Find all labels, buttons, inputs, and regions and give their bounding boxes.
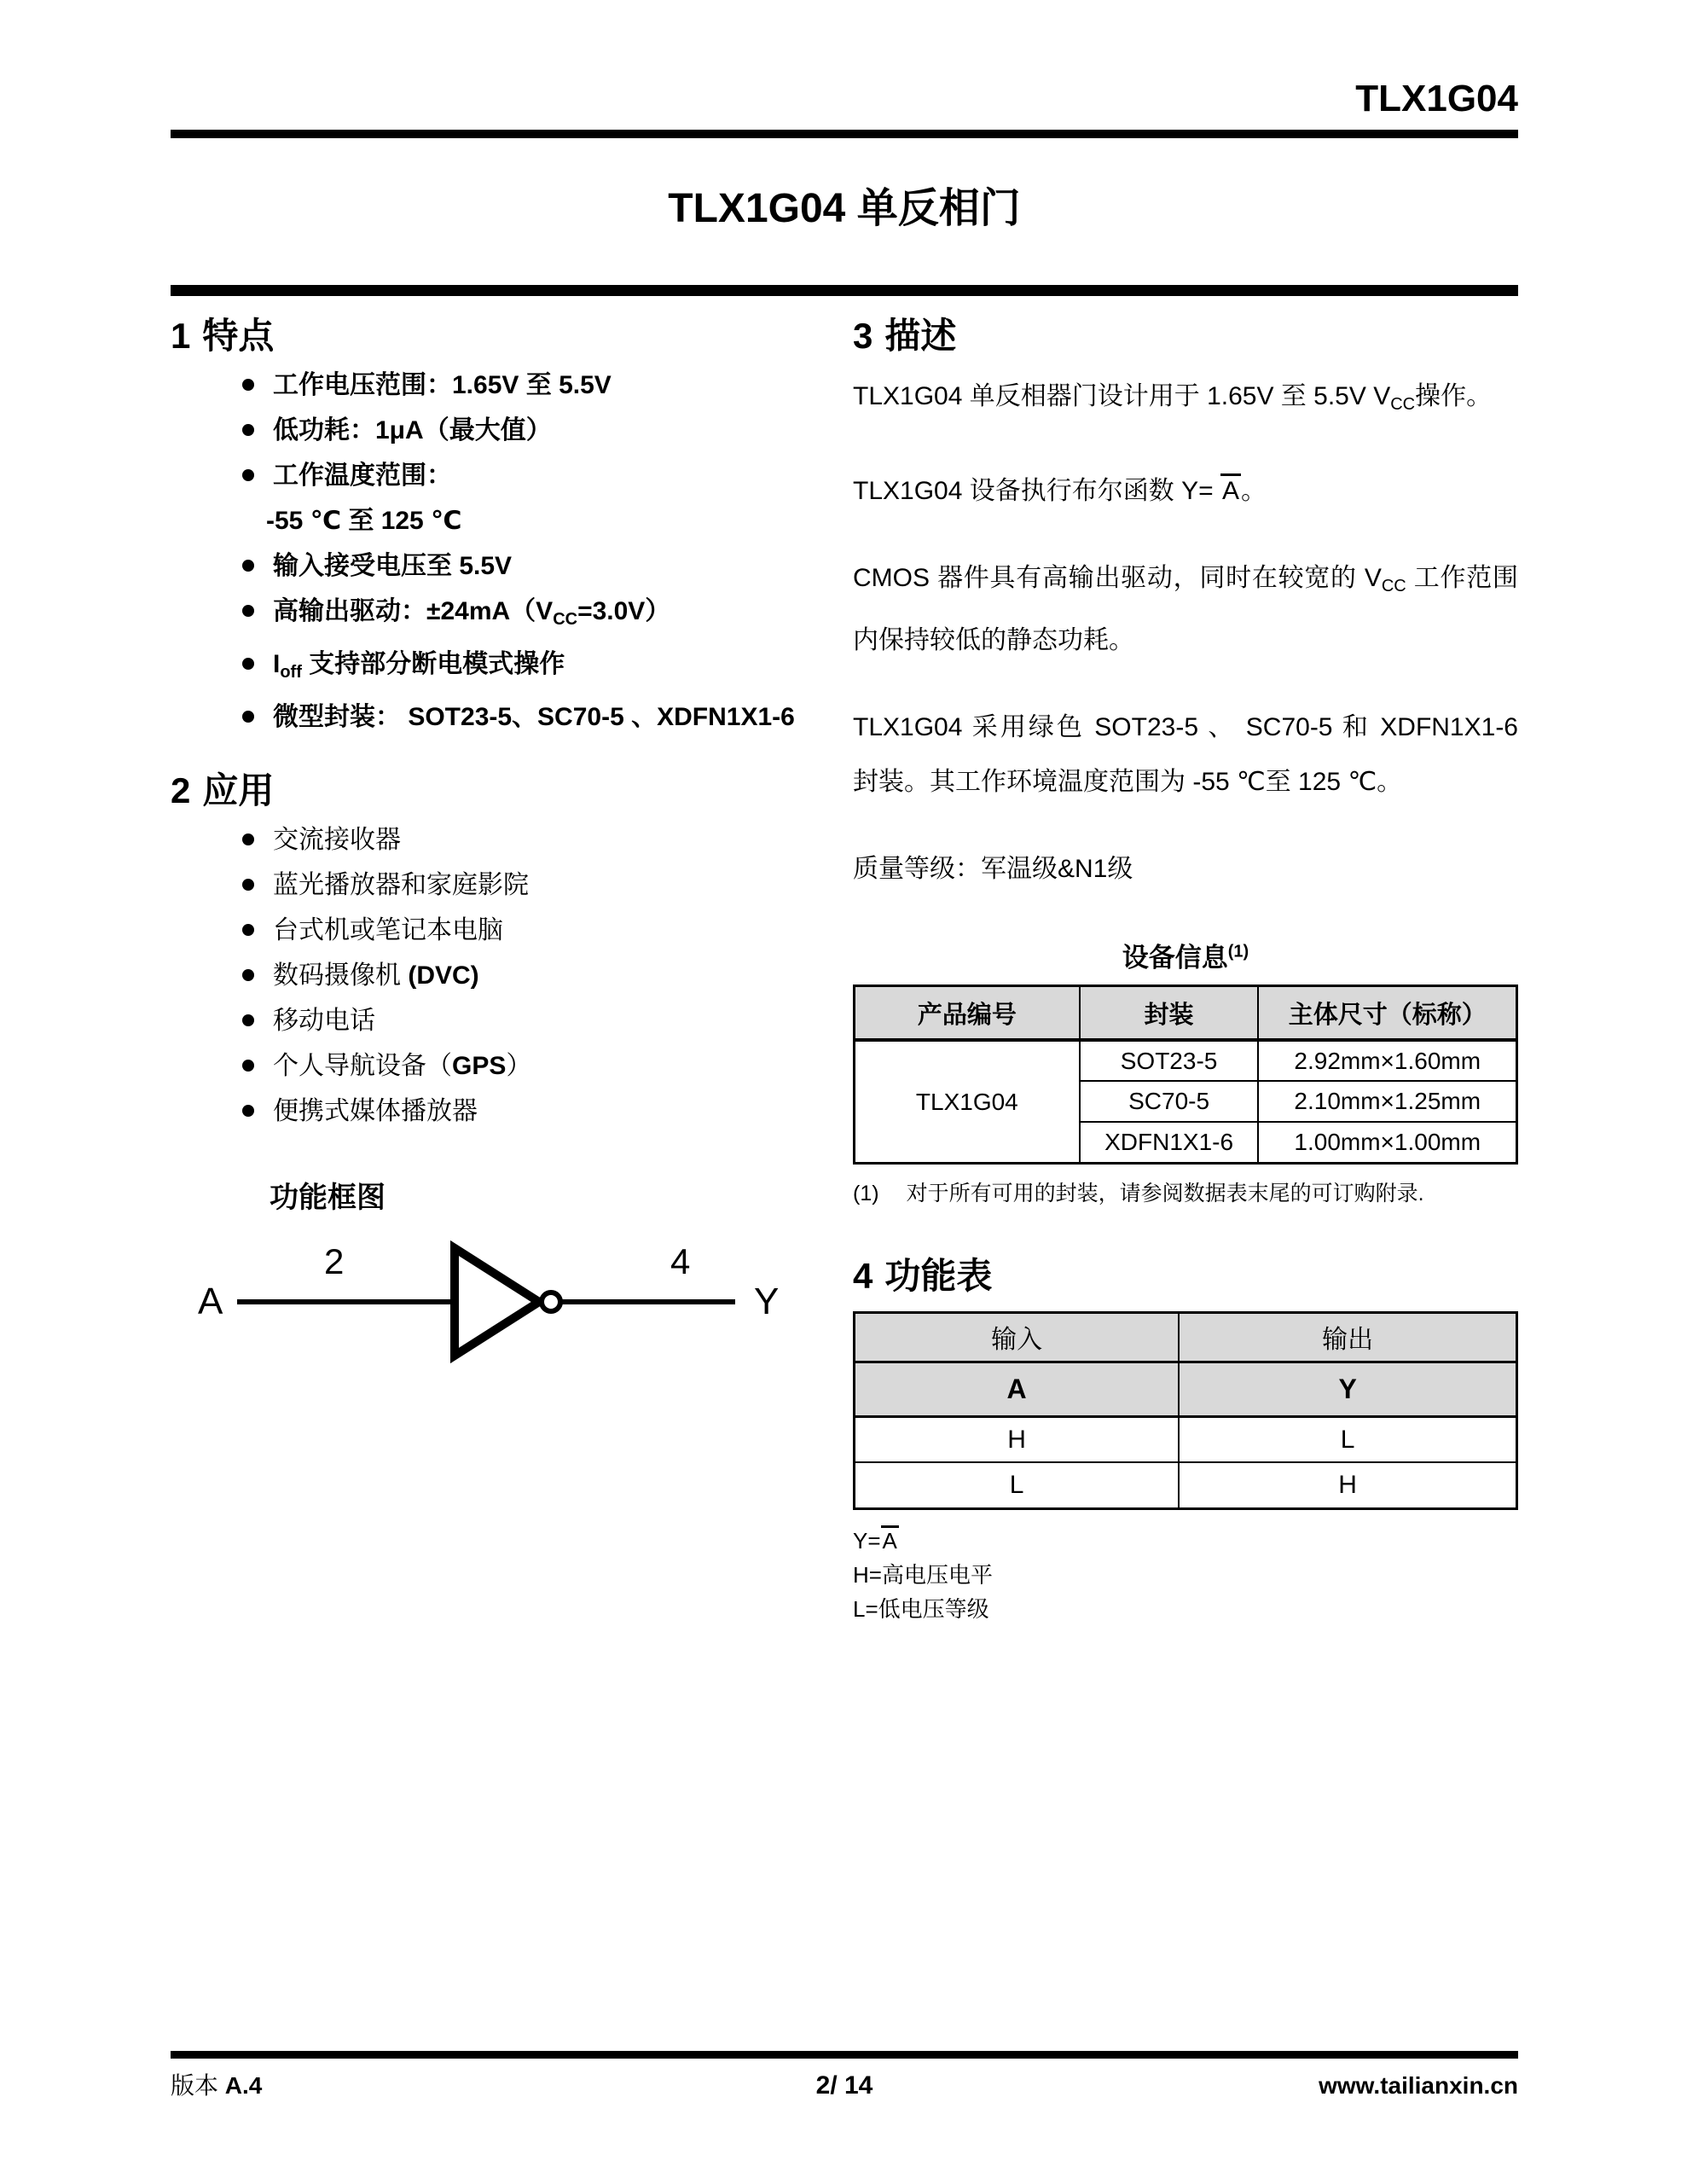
device-info-caption — [853, 936, 1518, 974]
bullet-icon — [242, 605, 254, 617]
size-cell: 2.10mm×1.25mm — [1258, 1081, 1516, 1122]
bullet-icon — [242, 1014, 254, 1026]
header-rule — [171, 130, 1518, 138]
quality-grade-line: 质量等级：军温级&N1级 — [853, 854, 1133, 883]
page-footer — [171, 2051, 1518, 2101]
bullet-icon — [242, 969, 254, 981]
website-link: www.tailianxin.cn — [1319, 2072, 1519, 2099]
right-column — [853, 317, 1518, 1626]
h-level-note: H=高电压电平 — [853, 1561, 993, 1588]
description-paragraph — [853, 551, 1518, 668]
vcc-subscript: CC — [1390, 394, 1416, 414]
list-item — [171, 462, 836, 491]
application-text: 便携式媒体播放器 — [273, 1096, 478, 1125]
package-cell: XDFN1X1-6 — [1080, 1122, 1259, 1163]
ioff-subscript: off — [280, 662, 302, 682]
diagram-input-pin: 2 — [324, 1240, 345, 1281]
description-body — [853, 369, 1518, 897]
diagram-input-label: A — [198, 1280, 223, 1322]
application-text: 台式机或笔记本电脑 — [273, 915, 503, 944]
application-text-bold: GPS — [452, 1051, 507, 1080]
function-table — [853, 1311, 1518, 1510]
page-content — [171, 0, 1518, 1626]
paragraph-text: TLX1G04 设备执行布尔函数 Y= — [853, 476, 1220, 505]
function-table-heading-number: 4 — [853, 1255, 873, 1296]
bullet-icon — [242, 658, 254, 670]
table-subheader-row — [855, 1362, 1517, 1416]
function-table-heading — [853, 1257, 1518, 1296]
diagram-output-label: Y — [754, 1280, 780, 1322]
paragraph-text: 工作范围内保持较低的静态功耗。 — [853, 563, 1518, 654]
left-column — [171, 317, 836, 1626]
application-text: ） — [506, 1051, 532, 1080]
page-number: 2/ 14 — [815, 2071, 873, 2100]
table-row — [855, 1040, 1517, 1081]
inversion-bubble-icon — [542, 1292, 560, 1311]
table-footnote — [853, 1176, 1518, 1207]
description-paragraph — [853, 464, 1518, 519]
footnote-text: 对于所有可用的封装，请参阅数据表末尾的可订购附录. — [906, 1181, 1424, 1205]
column-header: 主体尺寸（标称） — [1258, 985, 1516, 1040]
footnote-marker: (1) — [1227, 942, 1249, 961]
footnote-number: (1) — [853, 1181, 879, 1205]
features-heading-number: 1 — [171, 315, 191, 356]
application-text: 移动电话 — [273, 1006, 375, 1035]
table-header-row — [855, 985, 1517, 1040]
table-row — [855, 1416, 1517, 1462]
inverter-diagram — [171, 1223, 819, 1385]
logic-value: L — [1179, 1416, 1516, 1462]
footer-rule — [171, 2051, 1518, 2059]
equation-note — [853, 1524, 1518, 1558]
applications-heading-label: 应用 — [202, 770, 275, 810]
applications-heading — [171, 771, 836, 810]
page-title: TLX1G04 单反相门 — [668, 186, 1021, 231]
list-item — [171, 552, 836, 581]
l-level-note: L=低电压等级 — [853, 1595, 989, 1622]
applications-list — [171, 826, 836, 1126]
application-text: 蓝光播放器和家庭影院 — [273, 870, 529, 899]
function-table-notes — [853, 1524, 1518, 1626]
features-list — [171, 371, 836, 732]
package-cell: SOT23-5 — [1080, 1040, 1259, 1081]
logic-value: H — [855, 1416, 1180, 1462]
column-header: 封装 — [1080, 985, 1259, 1040]
list-item — [171, 826, 836, 855]
table-row — [855, 1462, 1517, 1508]
doc-header — [171, 0, 1518, 118]
list-item — [171, 650, 836, 687]
paragraph-text: 操作。 — [1415, 381, 1493, 410]
signal-label: A — [855, 1362, 1180, 1416]
bullet-icon — [242, 469, 254, 481]
list-item — [171, 1007, 836, 1036]
vcc-subscript: CC — [553, 609, 578, 629]
bullet-icon — [242, 711, 254, 723]
list-item — [171, 597, 836, 634]
a-overbar: A — [1220, 473, 1241, 505]
package-cell: SC70-5 — [1080, 1081, 1259, 1122]
feature-text: I — [273, 649, 281, 678]
bullet-icon — [242, 924, 254, 936]
paragraph-text: CMOS 器件具有高输出驱动，同时在较宽的 V — [853, 563, 1382, 592]
application-text-bold: (DVC) — [408, 961, 479, 990]
signal-label: Y — [1179, 1362, 1516, 1416]
application-text: 个人导航设备（ — [273, 1051, 452, 1080]
table-header-row — [855, 1312, 1517, 1362]
description-paragraph — [853, 369, 1518, 432]
bullet-icon — [242, 379, 254, 391]
logic-value: L — [855, 1462, 1180, 1508]
bullet-icon — [242, 834, 254, 845]
size-cell: 2.92mm×1.60mm — [1258, 1040, 1516, 1081]
part-number-cell: TLX1G04 — [855, 1040, 1080, 1163]
list-item — [171, 961, 836, 990]
feature-text: 输入接受电压至 5.5V — [273, 551, 513, 580]
list-item — [171, 371, 836, 400]
feature-text: 支持部分断电模式操作 — [301, 649, 565, 678]
column-header: 输出 — [1179, 1312, 1516, 1362]
equation-text: Y= — [853, 1527, 881, 1554]
feature-text: 工作电压范围：1.65V 至 5.5V — [273, 370, 612, 399]
device-info-caption-text: 设备信息 — [1122, 942, 1228, 973]
description-paragraph: TLX1G04 采用绿色 SOT23-5 、 SC70-5 和 XDFN1X1-6 封装。其工作环境温度范围为 -55 ℃至 125 ℃。 — [853, 712, 1518, 796]
description-heading-number: 3 — [853, 315, 873, 356]
description-heading-label: 描述 — [884, 315, 957, 356]
list-item-continuation — [171, 507, 836, 536]
diagram-caption: 功能框图 — [270, 1181, 386, 1214]
list-item — [171, 1097, 836, 1126]
bullet-icon — [242, 879, 254, 891]
feature-text: 微型封装： SOT23-5、SC70-5 、XDFN1X1-6 — [273, 702, 795, 731]
feature-text: 高输出驱动：±24mA（V — [273, 596, 554, 625]
feature-text: -55 ℃ 至 125 ℃ — [266, 506, 462, 535]
application-text: 交流接收器 — [273, 825, 401, 854]
inverter-triangle — [455, 1248, 539, 1356]
diagram-output-pin: 4 — [670, 1240, 691, 1281]
list-item — [171, 871, 836, 900]
size-cell: 1.00mm×1.00mm — [1258, 1122, 1516, 1163]
brand-text: TLX1G04 — [1355, 78, 1518, 119]
feature-text: 工作温度范围： — [273, 461, 452, 490]
two-column-layout — [171, 317, 1518, 1626]
paragraph-text: 。 — [1240, 476, 1267, 505]
feature-text: 低功耗：1μA（最大值） — [273, 415, 552, 444]
footer-row — [171, 2067, 1518, 2101]
application-text: 数码摄像机 — [273, 961, 409, 990]
column-header: 输入 — [855, 1312, 1180, 1362]
bullet-icon — [242, 1060, 254, 1072]
title-rule — [171, 285, 1518, 296]
list-item — [171, 416, 836, 445]
bullet-icon — [242, 560, 254, 572]
version-value: A.4 — [224, 2072, 263, 2099]
list-item — [171, 703, 836, 732]
device-info-table — [853, 985, 1518, 1165]
paragraph-text: TLX1G04 单反相器门设计用于 1.65V 至 5.5V V — [853, 381, 1391, 410]
features-heading — [171, 317, 836, 356]
bullet-icon — [242, 424, 254, 436]
a-overbar: A — [881, 1525, 899, 1553]
version-info — [171, 2067, 620, 2101]
function-table-heading-label: 功能表 — [884, 1255, 993, 1296]
list-item — [171, 1052, 836, 1081]
features-heading-label: 特点 — [202, 315, 275, 356]
bullet-icon — [242, 1105, 254, 1117]
description-heading — [853, 317, 1518, 356]
feature-text: =3.0V） — [577, 596, 671, 625]
logic-value: H — [1179, 1462, 1516, 1508]
applications-heading-number: 2 — [171, 770, 191, 810]
column-header: 产品编号 — [855, 985, 1080, 1040]
version-label: 版本 — [171, 2072, 225, 2099]
vcc-subscript: CC — [1381, 576, 1406, 595]
list-item — [171, 916, 836, 945]
